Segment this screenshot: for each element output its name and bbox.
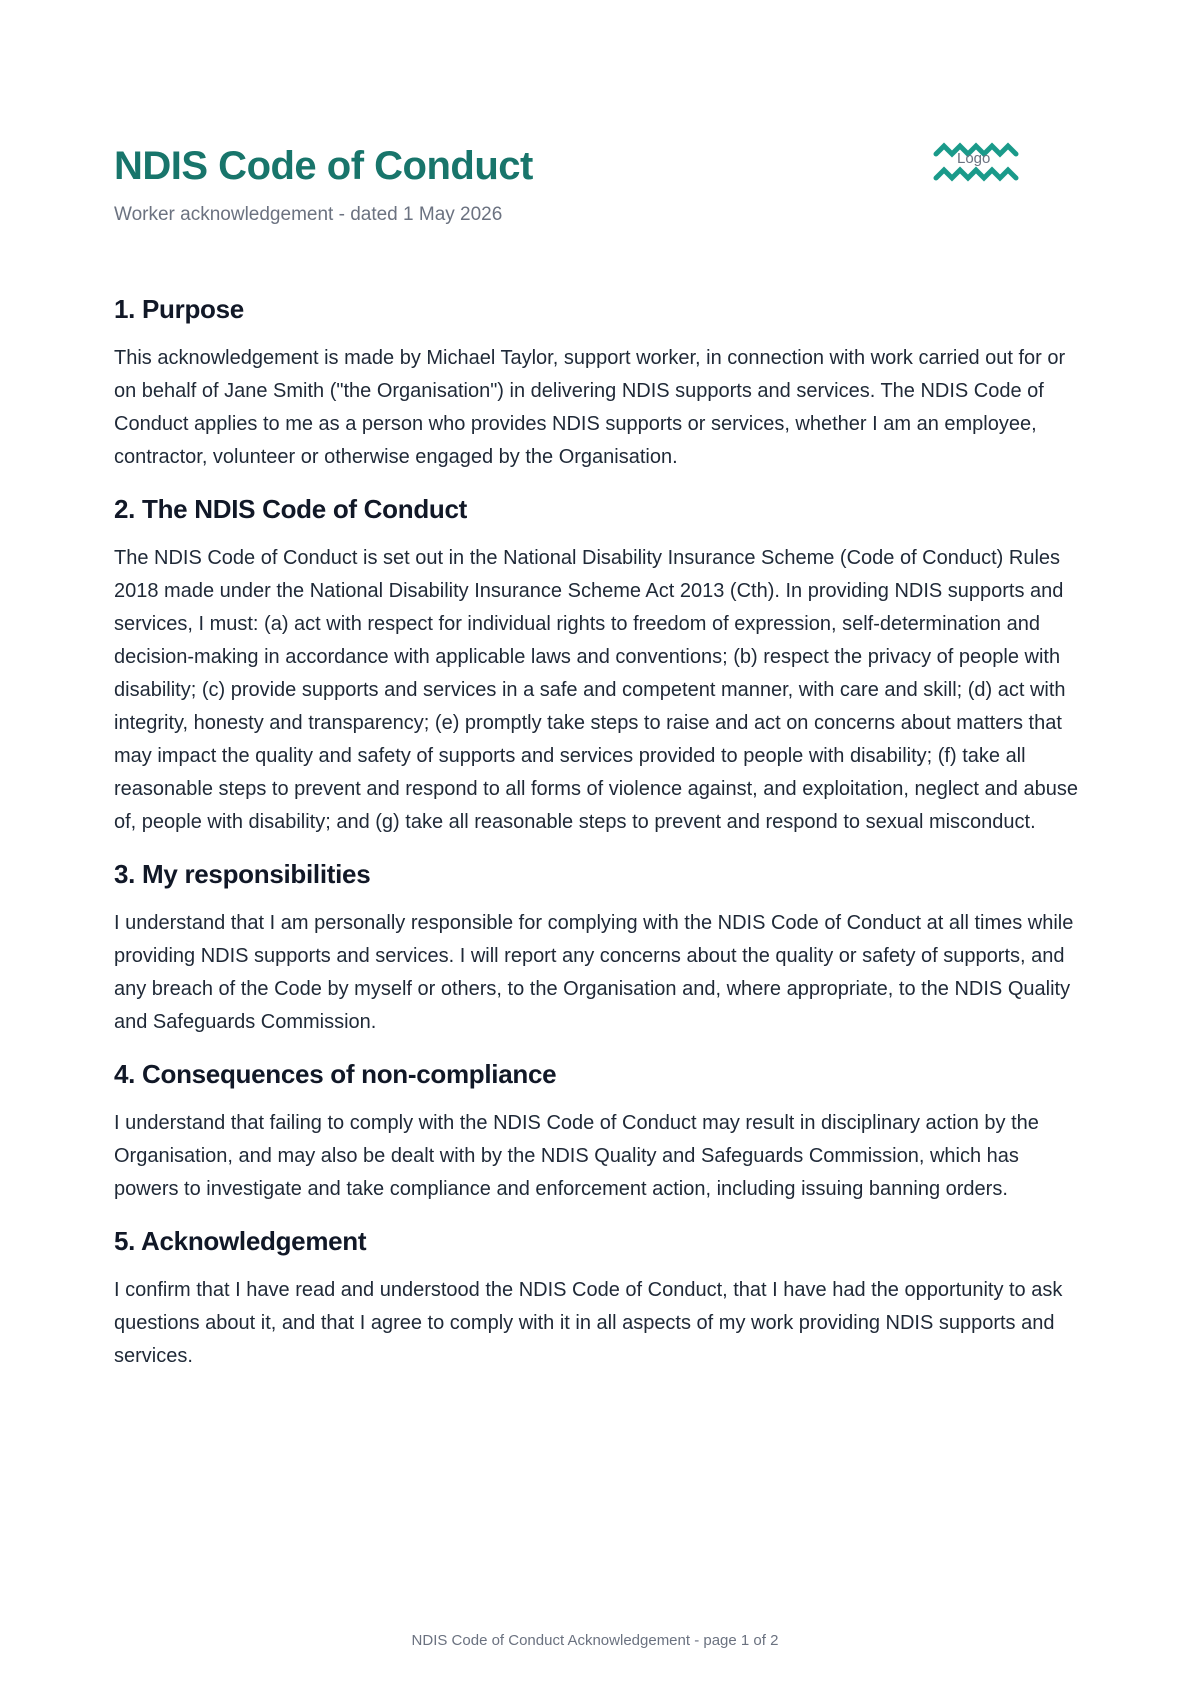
document-title: NDIS Code of Conduct (114, 144, 533, 188)
document-subtitle: Worker acknowledgement - dated 1 May 2026 (114, 204, 503, 225)
section-code-of-conduct (114, 492, 1084, 839)
logo (930, 138, 1020, 186)
page-footer: NDIS Code of Conduct Acknowledgement - page 1 of 2 (411, 1632, 779, 1649)
section-consequences (114, 1057, 1084, 1206)
section-heading: 4. Consequences of non-compliance (114, 1059, 557, 1089)
section-heading: 2. The NDIS Code of Conduct (114, 494, 468, 524)
section-body: I confirm that I have read and understood the NDIS Code of Conduct, that I have had the opportunity to ask questions about it, and that I agree to comply with it in all aspects of my work providing NDIS supports and services. (114, 1279, 1063, 1367)
section-heading: 3. My responsibilities (114, 859, 371, 889)
section-heading: 5. Acknowledgement (114, 1226, 367, 1256)
section-responsibilities (114, 857, 1084, 1039)
section-body: This acknowledgement is made by Michael Taylor, support worker, in connection with work carried out for or on behalf of Jane Smith ("the Organisation") in delivering NDIS supports and services. The NDIS Code of Conduct applies to me as a person who provides NDIS supports or services, whether I am an employee, contractor, volunteer or otherwise engaged by the Organisation. (114, 347, 1066, 468)
logo-label: Logo (957, 150, 991, 167)
section-heading: 1. Purpose (114, 294, 244, 324)
section-body: I understand that I am personally responsible for complying with the NDIS Code of Conduct at all times while providing NDIS supports and services. I will report any concerns about the quality or safety of supports, and any breach of the Code by myself or others, to the Organisation and, where appropriate, to the NDIS Quality and Safeguards Commission. (114, 912, 1074, 1033)
section-purpose (114, 292, 1084, 474)
section-body: I understand that failing to comply with the NDIS Code of Conduct may result in disciplinary action by the Organisation, and may also be dealt with by the NDIS Quality and Safeguards Commission, which has powers to investigate and take compliance and enforcement action, including issuing banning orders. (114, 1112, 1039, 1200)
section-body: The NDIS Code of Conduct is set out in the National Disability Insurance Scheme (Code of Conduct) Rules 2018 made under the National Disability Insurance Scheme Act 2013 (Cth). In providing NDIS supports and services, I must: (a) act with respect for individual rights to freedom of expression, self-determination and decision-making in accordance with applicable laws and conventions; (b) respect the privacy of people with disability; (c) provide supports and services in a safe and competent manner, with care and skill; (d) act with integrity, honesty and transparency; (e) promptly take steps to raise and act on concerns about matters that may impact the quality and safety of supports and services provided to people with disability; (f) take all reasonable steps to prevent and respond to all forms of violence against, and exploitation, neglect and abuse of, people with disability; and (g) take all reasonable steps to prevent and respond to sexual misconduct. (114, 547, 1078, 833)
document-body (114, 292, 1084, 1391)
section-acknowledgement (114, 1224, 1084, 1373)
